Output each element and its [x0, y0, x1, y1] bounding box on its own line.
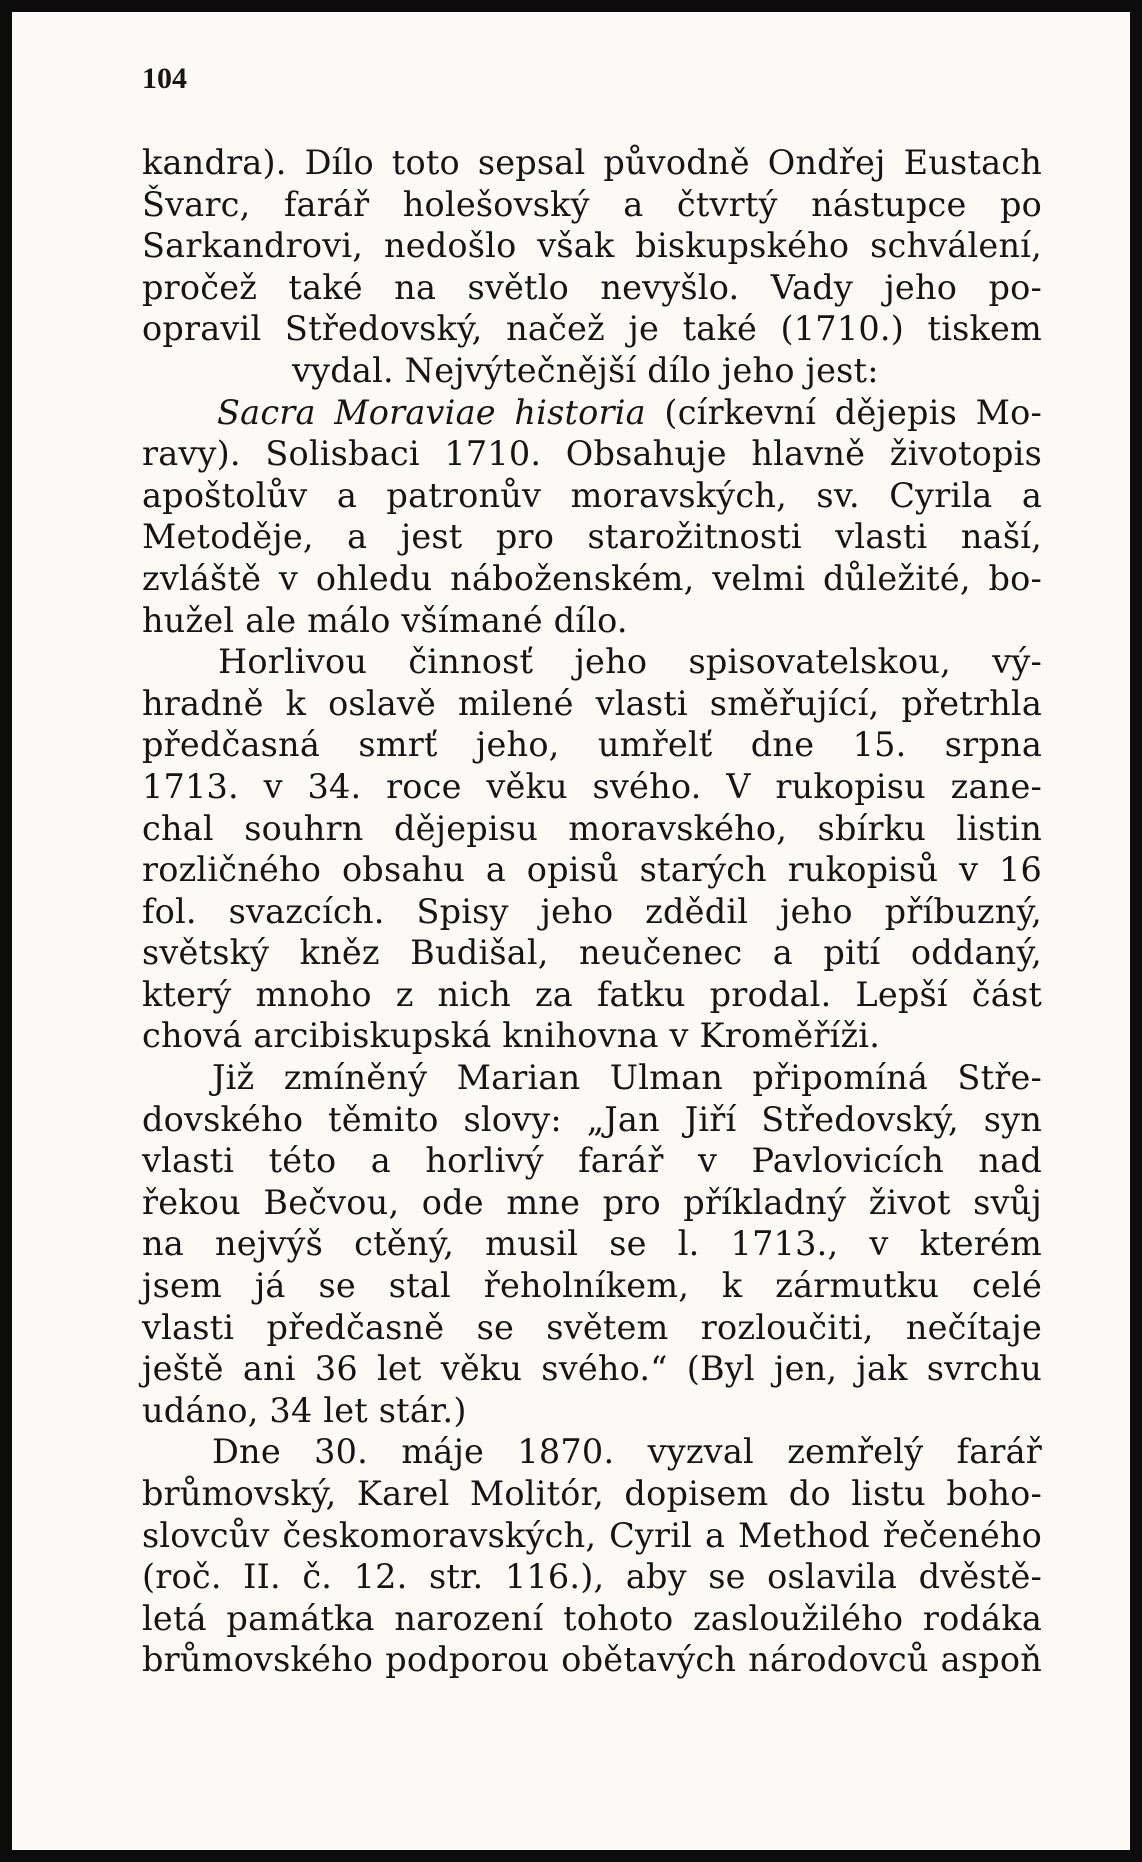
line-text: fol. svazcích. Spisy jeho zdědil jeho příbuzný, [142, 891, 1042, 931]
text-line [142, 1431, 1042, 1473]
line-text: Švarc, farář holešovský a čtvrtý nástupce po [142, 184, 1042, 224]
line-text: Horlivou činnosť jeho spisovatelskou, vý- [218, 642, 1042, 682]
line-text: hužel ale málo všímané dílo. [142, 600, 628, 640]
line-text: zvláště v ohledu náboženském, velmi důležité, bo- [142, 558, 1042, 598]
line-text: (roč. II. č. 12. str. 116.), aby se oslavila dvěstě- [142, 1557, 1042, 1597]
line-text: 1713. v 34. roce věku svého. V rukopisu zane- [142, 766, 1042, 806]
text-line [142, 308, 1042, 350]
line-text: pročež také na světlo nevyšlo. Vady jeho po- [142, 267, 1042, 307]
text-line [142, 974, 1042, 1016]
text-line [142, 225, 1042, 267]
text-line [142, 1639, 1042, 1681]
book-page [12, 12, 1130, 1850]
line-text: (církevní dějepis Mo- [645, 392, 1042, 432]
text-line [142, 558, 1042, 600]
text-line [142, 1473, 1042, 1515]
text-line [142, 849, 1042, 891]
text-line [142, 891, 1042, 933]
text-line [142, 600, 1042, 642]
line-text: Dne 30. máje 1870. vyzval zemřelý farář [212, 1432, 1042, 1472]
line-text: světský kněz Budišal, neučenec a pití oddaný, [142, 933, 1042, 973]
text-line [142, 475, 1042, 517]
text-line [142, 1057, 1042, 1099]
line-text: jsem já se stal řeholníkem, k zármutku celé [142, 1266, 1042, 1306]
line-text: předčasná smrť jeho, umřelť dne 15. srpna [142, 725, 1042, 765]
page-number: 104 [142, 62, 187, 95]
text-line [142, 516, 1042, 558]
text-line [142, 1556, 1042, 1598]
line-text: apoštolův a patronův moravských, sv. Cyrila a [142, 475, 1042, 515]
line-text: brůmovský, Karel Molitór, dopisem do listu boho- [142, 1474, 1042, 1513]
line-text: řekou Bečvou, ode mne pro příkladný život svůj [142, 1182, 1042, 1222]
text-line [142, 1348, 1042, 1390]
text-line [142, 1015, 1042, 1057]
line-text: ještě ani 36 let věku svého.“ (Byl jen, jak svrchu [142, 1349, 1042, 1389]
line-text: hradně k oslavě milené vlasti směřující, přetrhla [142, 683, 1042, 723]
body-text [142, 142, 1042, 1681]
line-text: vlasti předčasně se světem rozloučiti, nečítaje [142, 1307, 1042, 1347]
text-line [142, 1515, 1042, 1557]
text-line [142, 392, 1042, 434]
line-text: slovcův českomoravských, Cyril a Method řečeného [142, 1515, 1042, 1555]
text-line [142, 1182, 1042, 1224]
text-line [142, 267, 1042, 309]
text-line [142, 1390, 1042, 1432]
line-text: brůmovského podporou obětavých národovců aspoň [142, 1640, 1042, 1680]
text-line [142, 142, 1042, 184]
line-text: Již zmíněný Marian Ulman připomíná Stře- [212, 1058, 1042, 1098]
text-line [142, 683, 1042, 725]
text-line [142, 350, 1042, 392]
text-line [142, 1265, 1042, 1307]
text-line [142, 766, 1042, 808]
line-text: kandra). Dílo toto sepsal původně Ondřej Eustach [142, 143, 1042, 182]
text-line [142, 641, 1042, 683]
text-line [142, 1099, 1042, 1141]
text-line [142, 724, 1042, 766]
text-line [142, 1223, 1042, 1265]
line-text: chová arcibiskupská knihovna v Kroměříži. [142, 1016, 881, 1056]
line-text: vydal. Nejvýtečnější dílo jeho jest: [292, 350, 879, 390]
line-text: Sarkandrovi, nedošlo však biskupského schválení, [142, 226, 1042, 266]
text-line [142, 808, 1042, 850]
line-text: vlasti této a horlivý farář v Pavlovicích nad [142, 1141, 1042, 1181]
italic-title: Sacra Moraviae historia [217, 392, 646, 432]
text-line [142, 433, 1042, 475]
line-text: dovského těmito slovy: „Jan Jiří Středovský, syn [142, 1099, 1042, 1139]
line-text: na nejvýš ctěný, musil se l. 1713., v kterém [142, 1224, 1042, 1264]
line-text: letá památka narození tohoto zasloužilého rodáka [142, 1598, 1042, 1638]
line-text: který mnoho z nich za fatku prodal. Lepší část [142, 974, 1042, 1014]
text-line [142, 1598, 1042, 1640]
line-text: Metoděje, a jest pro starožitnosti vlasti naší, [142, 517, 1042, 557]
line-text: udáno, 34 let stár.) [142, 1390, 467, 1430]
text-line [142, 932, 1042, 974]
text-line [142, 1307, 1042, 1349]
line-text: chal souhrn dějepisu moravského, sbírku listin [142, 808, 1042, 848]
line-text: opravil Středovský, načež je také (1710.) tiskem [142, 309, 1042, 349]
text-line [142, 1140, 1042, 1182]
line-text: ravy). Solisbaci 1710. Obsahuje hlavně životopis [142, 434, 1042, 474]
text-line [142, 184, 1042, 226]
line-text: rozličného obsahu a opisů starých rukopisů v 16 [142, 850, 1042, 890]
